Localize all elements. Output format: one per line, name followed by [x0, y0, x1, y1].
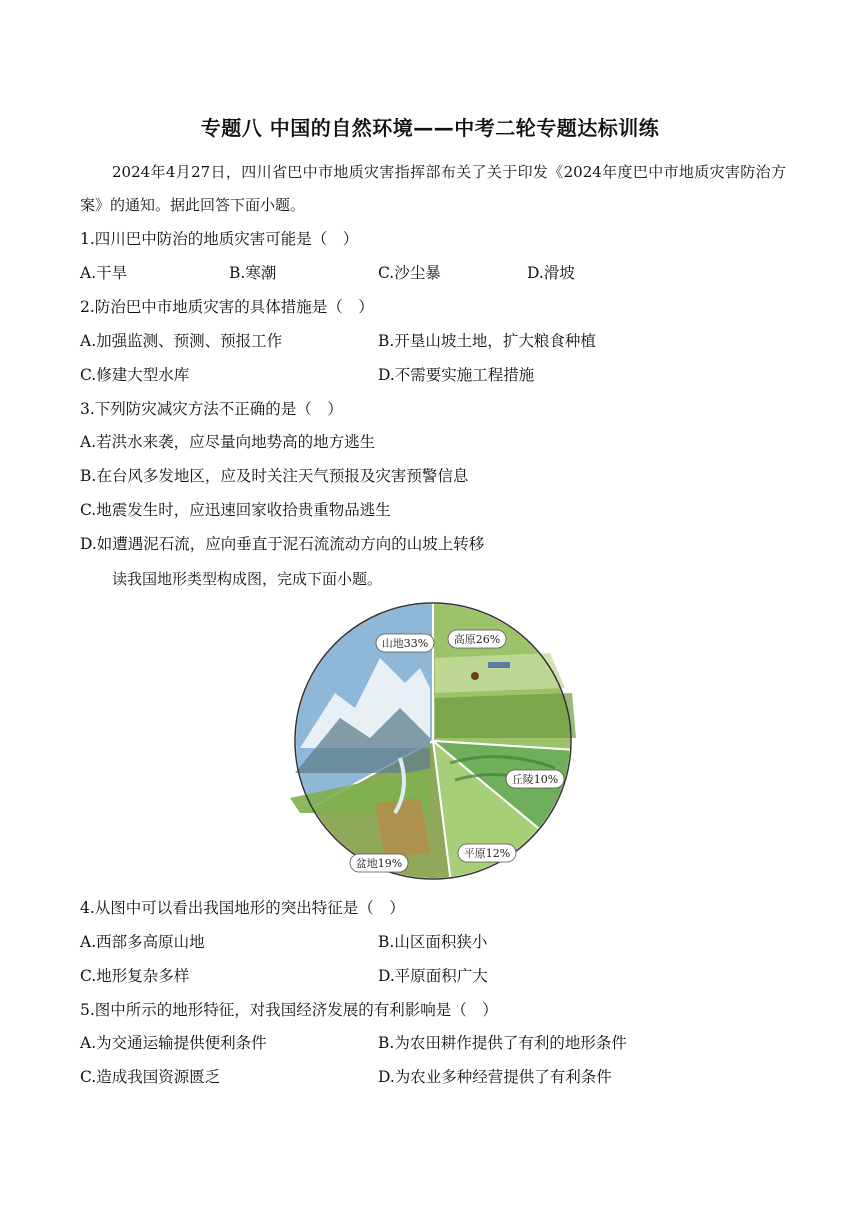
q5-option-d[interactable]: D.为农业多种经营提供了有利条件	[378, 1068, 612, 1086]
q1-option-c[interactable]: C.沙尘暴	[378, 264, 441, 282]
terrain-pie-chart	[280, 598, 586, 884]
question-3-stem: 3.下列防灾减灾方法不正确的是（ ）	[80, 400, 343, 418]
pie-svg	[280, 598, 586, 884]
q2-option-b[interactable]: B.开垦山坡土地，扩大粮食种植	[378, 332, 596, 350]
q3-option-d[interactable]: D.如遭遇泥石流，应向垂直于泥石流流动方向的山坡上转移	[80, 535, 485, 553]
pie-slice-label	[506, 770, 564, 788]
svg-text:盆地19%: 盆地19%	[355, 857, 403, 870]
pie-slice-label	[350, 854, 408, 872]
q3-option-c[interactable]: C.地震发生时，应迅速回家收拾贵重物品逃生	[80, 501, 391, 519]
page-title: 专题八 中国的自然环境——中考二轮专题达标训练	[200, 116, 660, 140]
svg-text:山地33%: 山地33%	[381, 637, 429, 650]
q5-option-b[interactable]: B.为农田耕作提供了有利的地形条件	[378, 1034, 627, 1052]
question-2-stem: 2.防治巴中市地质灾害的具体措施是（ ）	[80, 298, 374, 316]
q1-option-a[interactable]: A.干旱	[80, 264, 128, 282]
chart-intro: 读我国地形类型构成图，完成下面小题。	[112, 570, 383, 588]
question-5-stem: 5.图中所示的地形特征，对我国经济发展的有利影响是（ ）	[80, 1001, 498, 1019]
q3-option-b[interactable]: B.在台风多发地区，应及时关注天气预报及灾害预警信息	[80, 467, 469, 485]
pie-slice-label	[448, 630, 506, 648]
intro-paragraph: 2024年4月27日，四川省巴中市地质灾害指挥部布关了关于印发《2024年度巴中市地质灾害防治方案》的通知。据此回答下面小题。	[80, 163, 786, 214]
svg-text:丘陵10%: 丘陵10%	[511, 773, 559, 786]
question-1-stem: 1.四川巴中防治的地质灾害可能是（ ）	[80, 230, 359, 248]
svg-text:平原12%: 平原12%	[463, 847, 511, 860]
q3-option-a[interactable]: A.若洪水来袭，应尽量向地势高的地方逃生	[80, 433, 376, 451]
q2-option-d[interactable]: D.不需要实施工程措施	[378, 366, 535, 384]
q4-option-b[interactable]: B.山区面积狭小	[378, 933, 488, 951]
q5-option-a[interactable]: A.为交通运输提供便利条件	[80, 1034, 267, 1052]
q5-option-c[interactable]: C.造成我国资源匮乏	[80, 1068, 221, 1086]
q1-option-d[interactable]: D.滑坡	[527, 264, 575, 282]
q4-option-d[interactable]: D.平原面积广大	[378, 967, 488, 985]
svg-text:高原26%: 高原26%	[453, 633, 501, 646]
q2-option-a[interactable]: A.加强监测、预测、预报工作	[80, 332, 283, 350]
q2-option-c[interactable]: C.修建大型水库	[80, 366, 190, 384]
q4-option-c[interactable]: C.地形复杂多样	[80, 967, 190, 985]
pie-slice-label	[376, 634, 434, 652]
q1-option-b[interactable]: B.寒潮	[229, 264, 277, 282]
question-4-stem: 4.从图中可以看出我国地形的突出特征是（ ）	[80, 899, 405, 917]
pie-slice-label	[458, 844, 516, 862]
q4-option-a[interactable]: A.西部多高原山地	[80, 933, 205, 951]
